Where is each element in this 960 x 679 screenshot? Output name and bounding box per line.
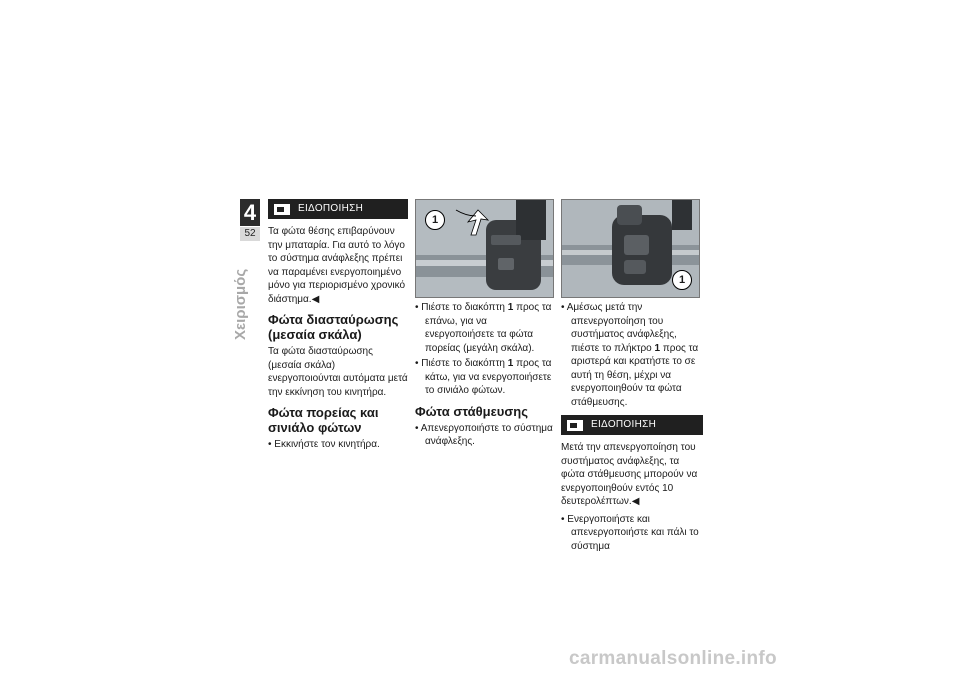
- switch-photo-parking: [561, 199, 700, 298]
- warning-banner: [561, 415, 703, 435]
- column-3: [561, 301, 703, 555]
- callout-1: 1: [425, 210, 445, 230]
- side-title: Χειρισμός: [232, 268, 249, 340]
- warning-text: Μετά την απενεργοποίηση του συστήματος ανάφλεξης, τα φώτα στάθμευσης μπορούν να ενεργοποιηθούν εντός 10 δευτερολέπτων.◀: [561, 442, 698, 507]
- bullet-start-engine: • Εκκινήστε τον κινητήρα.: [268, 439, 380, 450]
- low-beam-text: Τα φώτα διασταύρωσης (μεσαία σκάλα) ενεργοποιούνται αυτόματα μετά την εκκίνηση του κινητήρα.: [268, 346, 408, 398]
- column-2: [415, 301, 555, 451]
- heading-low-beam: Φώτα διασταύρωσης (μεσαία σκάλα): [268, 312, 399, 342]
- chapter-number: 4: [240, 199, 260, 226]
- bullet-headlight-flasher: • Πιέστε το διακόπτη 1 προς τα κάτω, για να ενεργοποιήσετε το σινιάλο φώτων.: [415, 358, 552, 396]
- warning-icon: [567, 420, 583, 431]
- warning-banner: [268, 199, 408, 219]
- page-number: 52: [240, 227, 260, 241]
- heading-parking-lights: Φώτα στάθμευσης: [415, 403, 528, 419]
- warning-text: Τα φώτα θέσης επιβαρύνουν την μπαταρία. Για αυτό το λόγο το σύστημα ανάφλεξης πρέπει να παραμένει ενεργοποιημένο μόνο για περιορισμένο χρονικό διάστημα.◀: [268, 226, 406, 305]
- bullet-parking-activate: • Αμέσως μετά την απενεργοποίηση του συστήματος ανάφλεξης, πιέστε το πλήκτρο 1 προς τα αριστερά και κρατήστε το σε αυτή τη θέση, μέχρι να ενεργοποιηθούν τα φώτα στάθμευσης.: [561, 302, 699, 408]
- switch-photo-high-beam: [415, 199, 554, 298]
- watermark: carmanualsonline.info: [569, 648, 777, 669]
- warning-label: ΕΙΔΟΠΟΙΗΣΗ: [591, 419, 657, 431]
- warning-icon: [274, 204, 290, 215]
- bullet-high-beam: • Πιέστε το διακόπτη 1 προς τα επάνω, για να ενεργοποιήσετε τα φώτα πορείας (μεγάλη σκάλα).: [415, 302, 552, 354]
- column-1: [268, 199, 408, 454]
- warning-label: ΕΙΔΟΠΟΙΗΣΗ: [298, 203, 364, 215]
- bullet-ignition-off: • Απενεργοποιήστε το σύστημα ανάφλεξης.: [415, 422, 553, 447]
- callout-1: 1: [672, 270, 692, 290]
- bullet-toggle-ignition: • Ενεργοποιήστε και απενεργοποιήστε και πάλι το σύστημα: [561, 513, 699, 552]
- heading-high-beam: Φώτα πορείας και σινιάλο φώτων: [268, 405, 379, 435]
